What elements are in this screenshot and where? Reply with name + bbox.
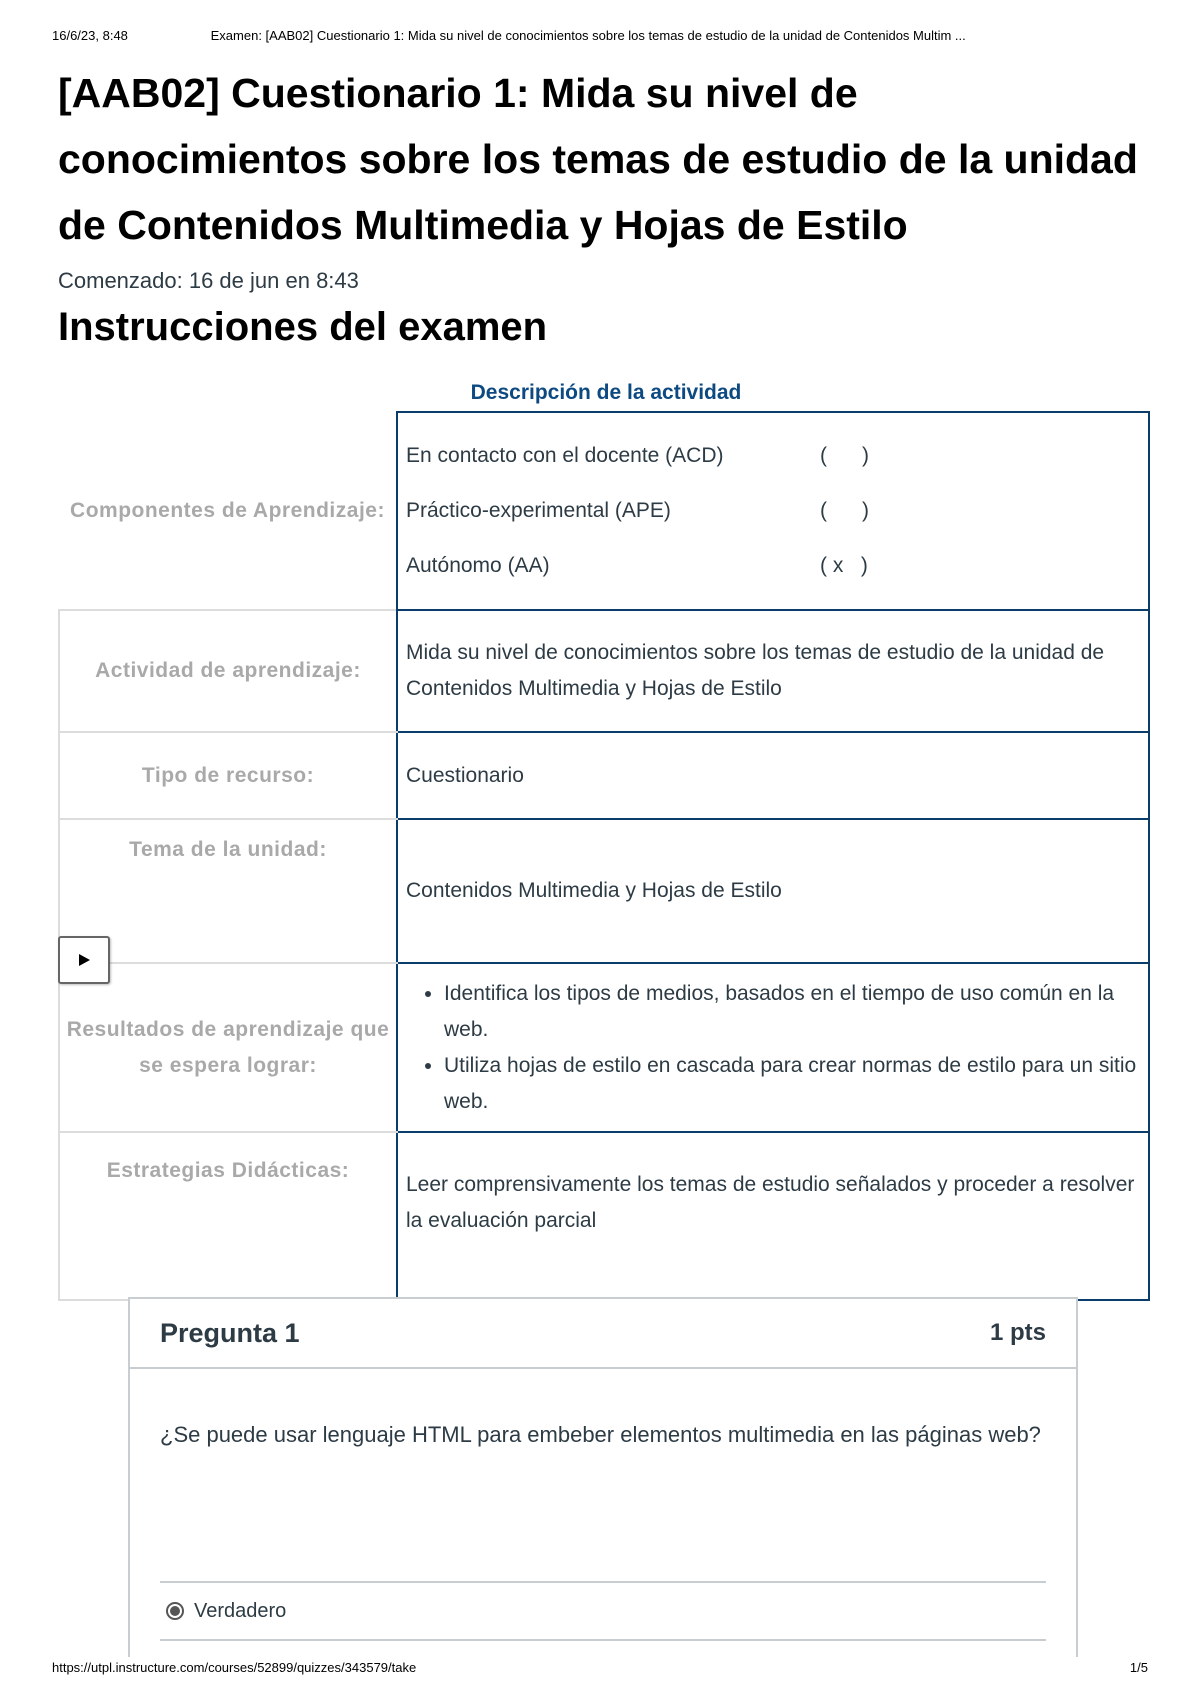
resource-type-value: Cuestionario (397, 732, 1149, 819)
component-name: Autónomo (AA) (406, 554, 550, 577)
question-header (130, 1299, 1076, 1369)
instructions-heading: Instrucciones del examen (58, 305, 548, 349)
started-timestamp: Comenzado: 16 de jun en 8:43 (58, 268, 359, 293)
answer-option[interactable] (160, 1581, 1046, 1641)
list-item: • Utiliza hojas de estilo en cascada para crear normas de estilo para un sitio web. (444, 1048, 1140, 1120)
table-row (59, 963, 1149, 1132)
components-label: Componentes de Aprendizaje: (70, 498, 385, 522)
radio-selected-icon[interactable] (166, 1602, 184, 1620)
strategies-label: Estrategias Didácticas: (59, 1132, 397, 1300)
component-mark: ( ) (820, 499, 869, 522)
table-row (59, 819, 1149, 963)
outcomes-label: Resultados de aprendizaje que se espera lograr: (59, 963, 397, 1132)
component-mark: ( ) (820, 444, 869, 467)
component-mark: ( x ) (820, 554, 868, 577)
resource-type-label: Tipo de recurso: (59, 732, 397, 819)
print-date: 16/6/23, 8:48 (52, 28, 128, 43)
print-footer (52, 1660, 1148, 1675)
list-item: • Identifica los tipos de medios, basados en el tiempo de uso común en la web. (444, 976, 1140, 1048)
unit-topic-label: Tema de la unidad: (59, 819, 397, 963)
table-row (59, 1132, 1149, 1300)
print-header (52, 28, 1148, 43)
component-name: En contacto con el docente (ACD) (406, 444, 724, 467)
strategies-value: Leer comprensivamente los temas de estudio señalados y proceder a resolver la evaluación parcial (397, 1132, 1149, 1300)
activity-caption: Descripción de la actividad (470, 381, 742, 404)
components-value (397, 412, 1149, 610)
radio-dot (170, 1606, 180, 1616)
play-icon (77, 953, 91, 967)
question-title: Pregunta 1 (160, 1317, 300, 1348)
answer-label: Verdadero (194, 1599, 287, 1622)
print-document-title: Examen: [AAB02] Cuestionario 1: Mida su nivel de conocimientos sobre los temas de estudio de la unidad de Contenidos Multim ... (210, 28, 966, 43)
question-text: ¿Se puede usar lenguaje HTML para embeber elementos multimedia en las páginas web? (160, 1422, 1041, 1447)
table-row (59, 732, 1149, 819)
component-line (406, 429, 1140, 484)
page-title: [AAB02] Cuestionario 1: Mida su nivel de conocimientos sobre los temas de estudio de la unidad de Contenidos Multimedia y Hojas de Estilo (58, 70, 1138, 248)
table-row (59, 412, 1149, 610)
component-line (406, 484, 1140, 539)
question-points: 1 pts (989, 1319, 1046, 1346)
component-name: Práctico-experimental (APE) (406, 499, 671, 522)
print-url: https://utpl.instructure.com/courses/52899/quizzes/343579/take (52, 1660, 417, 1675)
activity-description-table (58, 411, 1150, 1301)
play-button[interactable] (58, 936, 110, 984)
unit-topic-value: Contenidos Multimedia y Hojas de Estilo (397, 819, 1149, 963)
question-card (128, 1297, 1078, 1657)
table-row (59, 610, 1149, 732)
outcomes-list (406, 976, 1140, 1120)
component-line (406, 539, 1140, 594)
outcomes-value (397, 963, 1149, 1132)
activity-label: Actividad de aprendizaje: (59, 610, 397, 732)
activity-value: Mida su nivel de conocimientos sobre los temas de estudio de la unidad de Contenidos Multimedia y Hojas de Estilo (397, 610, 1149, 732)
print-page-number: 1/5 (1129, 1660, 1148, 1675)
